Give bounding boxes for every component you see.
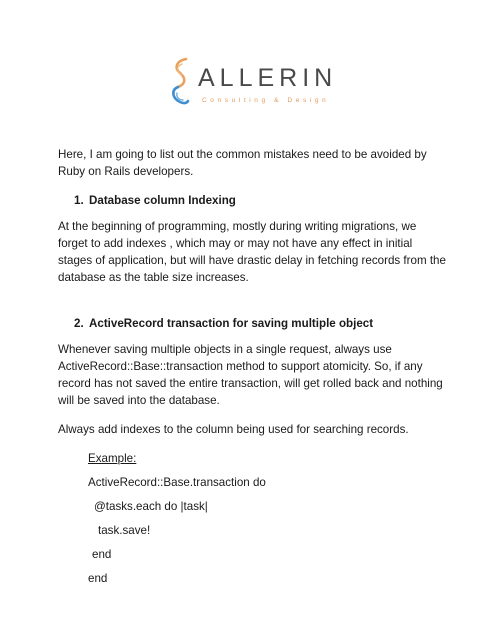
section-1-title: Database column Indexing bbox=[89, 194, 236, 207]
company-logo bbox=[166, 56, 336, 112]
s-swirl-logo-icon bbox=[166, 56, 194, 108]
example-label: Example: bbox=[88, 452, 137, 465]
code-line: @tasks.each do |task| bbox=[94, 500, 208, 513]
section-1-body: At the beginning of programming, mostly during writing migrations, we forget to add indexes , which may or may not have any effect in initial stages of application, but will have drastic delay in fetching records from the database as the table size increases. bbox=[58, 220, 446, 284]
code-line: task.save! bbox=[98, 524, 151, 537]
section-2-title: ActiveRecord transaction for saving multiple object bbox=[89, 317, 374, 330]
section-1-heading bbox=[74, 192, 448, 209]
section-2-body: Whenever saving multiple objects in a single request, always use ActiveRecord::Base::transaction method to support atomicity. So, if any record has not saved the entire transaction, will get rolled back and nothing will be saved into the database. bbox=[58, 343, 443, 407]
article-body bbox=[58, 146, 448, 594]
section-2-note: Always add indexes to the column being used for searching records. bbox=[58, 423, 409, 436]
logo-tagline: Consulting & Design bbox=[202, 97, 330, 104]
intro-paragraph: Here, I am going to list out the common mistakes need to be avoided by Ruby on Rails developers. bbox=[58, 148, 427, 178]
code-line: ActiveRecord::Base.transaction do bbox=[88, 476, 266, 489]
section-2-number: 2. bbox=[74, 317, 84, 330]
code-line: end bbox=[88, 572, 108, 585]
logo-wordmark: ALLERIN bbox=[198, 64, 338, 92]
code-line: end bbox=[92, 548, 112, 561]
code-example bbox=[88, 450, 448, 587]
section-2-heading bbox=[74, 315, 448, 332]
spacer bbox=[58, 298, 448, 315]
section-1-number: 1. bbox=[74, 194, 84, 207]
